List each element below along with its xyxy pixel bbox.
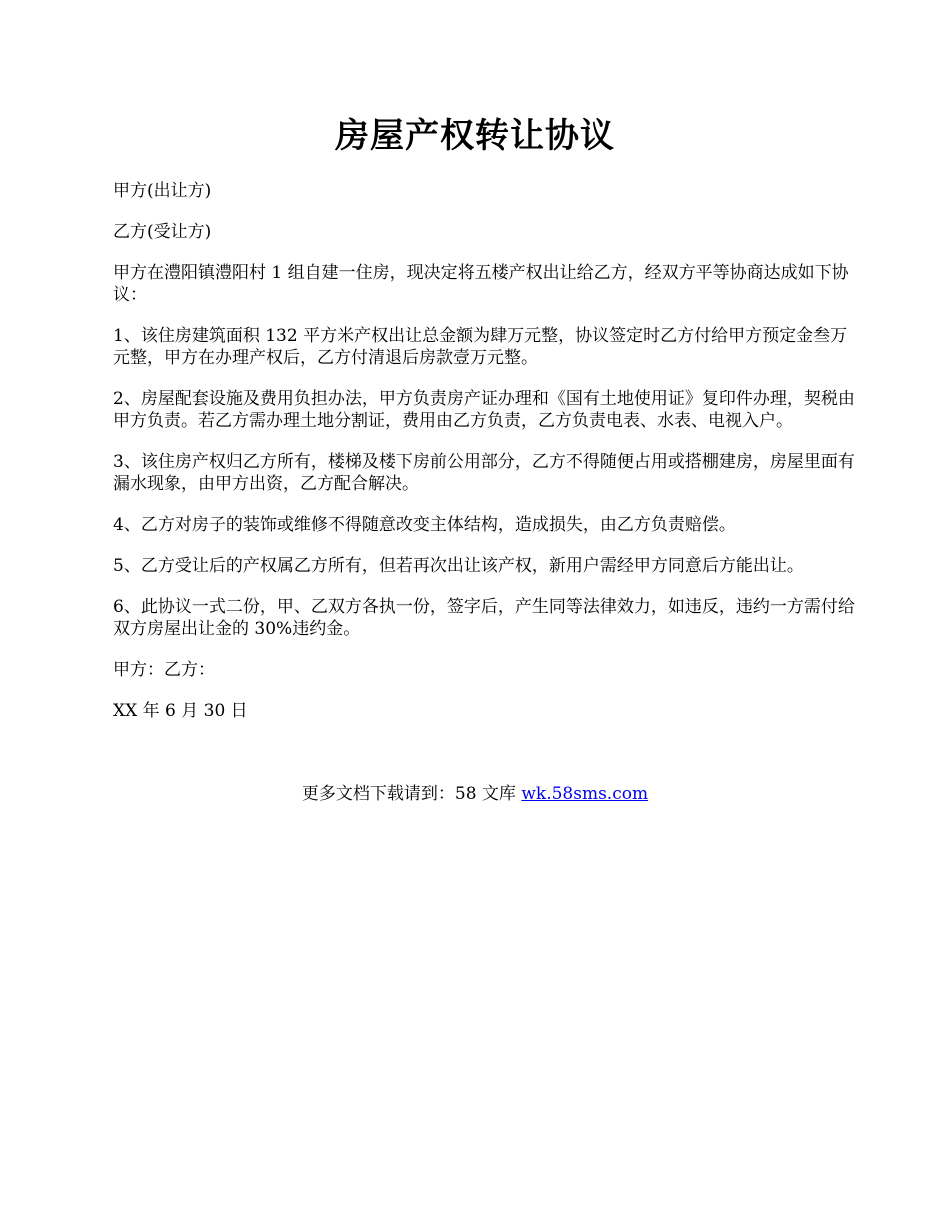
party-a-line: 甲方(出让方) [113, 181, 212, 201]
party-b-line: 乙方(受让方) [113, 222, 212, 242]
clause-5: 5、乙方受让后的产权属乙方所有，但若再次出让该产权，新用户需经甲方同意后方能出让。 [113, 556, 804, 576]
clause-3: 3、该住房产权归乙方所有，楼梯及楼下房前公用部分，乙方不得随便占用或搭棚建房，房屋里面有漏水现象，由甲方出资，乙方配合解决。 [113, 452, 855, 494]
intro-paragraph: 甲方在澧阳镇澧阳村 1 组自建一住房，现决定将五楼产权出让给乙方，经双方平等协商达成如下协议： [113, 263, 849, 305]
clause-4: 4、乙方对房子的装饰或维修不得随意改变主体结构，造成损失，由乙方负责赔偿。 [113, 515, 736, 535]
clause-2: 2、房屋配套设施及费用负担办法，甲方负责房产证办理和《国有土地使用证》复印件办理，契税由甲方负责。若乙方需办理土地分割证，费用由乙方负责，乙方负责电表、水表、电视入户。 [113, 389, 855, 431]
signature-line: 甲方：乙方： [113, 660, 215, 680]
document-title: 房屋产权转让协议 [335, 116, 615, 156]
date-line: XX 年 6 月 30 日 [113, 701, 248, 721]
clause-6: 6、此协议一式二份，甲、乙双方各执一份，签字后，产生同等法律效力，如违反，违约一方需付给双方房屋出让金的 30%违约金。 [113, 597, 855, 639]
footer [0, 783, 950, 805]
clause-1: 1、该住房建筑面积 132 平方米产权出让总金额为肆万元整，协议签定时乙方付给甲方预定金叁万元整，甲方在办理产权后，乙方付清退后房款壹万元整。 [113, 326, 848, 368]
footer-link[interactable]: wk.58sms.com [521, 784, 649, 804]
document-body [113, 180, 855, 741]
footer-text: 更多文档下载请到：58 文库 [301, 784, 522, 804]
